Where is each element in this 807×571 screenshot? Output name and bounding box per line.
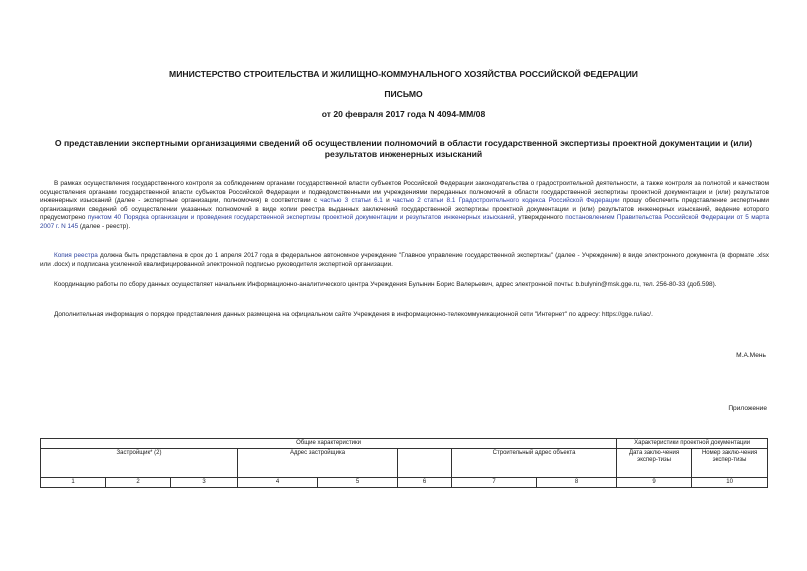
table-col-number: 7 (452, 478, 537, 488)
table-col-developer: Застройщик* (2) (41, 449, 238, 478)
table-col-number: 4 (238, 478, 318, 488)
link-urban-planning-code[interactable]: частью 2 статьи 8.1 Градостроительного кодекса Российской Федерации (392, 197, 620, 205)
table-col-number: 2 (106, 478, 171, 488)
paragraph-4: Дополнительная информация о порядке представления данных размещена на официальном сайте Учреждения в информационно-телекоммуникационной сети "Интернет" по адресу: https://gge.ru/iac/. (54, 311, 653, 318)
signature: М.А.Мень (736, 352, 766, 359)
paragraph-1-text-4: , утвержденного (514, 214, 566, 222)
paragraph-2-text: должна быть представлена в срок до 1 апреля 2017 года в федеральное автономное учреждение "Главное управление государственной экспертизы" (далее - Учреждение) в виде электронного документа (в формате .xlsx или .docx) и подписана усиленной квалифицированной электронной подписью руководителя экспертной организации. (40, 252, 769, 268)
table-col-conclusion-date: Дата заклю-чения экспер-тизы (617, 449, 692, 478)
paragraph-1-text-5: (далее - реестр). (78, 222, 131, 230)
table-col-number: 1 (41, 478, 106, 488)
document-type: ПИСЬМО (384, 89, 423, 99)
appendix-label: Приложение (728, 405, 767, 412)
table-col-number: 8 (537, 478, 617, 488)
table-col-object-address: Строительный адрес объекта (452, 449, 617, 478)
table-col-number: 9 (617, 478, 692, 488)
link-government-decree-145[interactable]: постановлением Правительства Российской Федерации от 5 марта 2007 г. N 145 (40, 214, 769, 230)
paragraph-3: Координацию работы по сбору данных осуществляет начальник Информационно-аналитического центра Учреждения Булынин Борис Валерьевич, адрес электронной почты: b.bulynin@msk.gge.ru, тел. 256-80-33 (доб.598). (54, 281, 717, 288)
document-date-number: от 20 февраля 2017 года N 4094-ММ/08 (321, 109, 486, 119)
table-col-number: 5 (318, 478, 398, 488)
link-part-3-article-6-1[interactable]: частью 3 статьи 6.1 (320, 197, 383, 205)
appendix-table (40, 438, 768, 488)
table-group-docs: Характеристики проектной документации (617, 439, 768, 449)
table-col-number: 10 (692, 478, 768, 488)
paragraph-1-text-1: В рамках осуществления государственного контроля за соблюдением органами государственной власти субъектов Российской Федерации законодательства о градостроительной деятельности, а также контроля за полнотой и качеством осуществления органами государственной власти субъектов Российской Федерации и подведомственными им учреждениями переданных полномочий в области государственной экспертизы проектной документации и (или) результатов инженерных изысканий (далее - экспертные организации, полномочия) в соответствии с (40, 180, 769, 205)
paragraph-1-text-2: и (382, 197, 393, 205)
paragraph-2 (40, 252, 769, 269)
paragraph-1 (40, 180, 769, 232)
ministry-heading: МИНИСТЕРСТВО СТРОИТЕЛЬСТВА И ЖИЛИЩНО-КОММУНАЛЬНОГО ХОЗЯЙСТВА РОССИЙСКОЙ ФЕДЕРАЦИИ (169, 69, 638, 79)
link-procedure-point-40[interactable]: пунктом 40 Порядка организации и проведения государственной экспертизы проектной документации и результатов инженерных изысканий (87, 214, 515, 222)
link-registry-copy[interactable]: Копия реестра (54, 252, 98, 259)
table-col-number: 6 (398, 478, 452, 488)
document-title: О представлении экспертными организациями сведений об осуществлении полномочий в области государственной экспертизы проектной документации и (или) результатов инженерных изысканий (54, 138, 753, 159)
table-col-developer-address: Адрес застройщика (238, 449, 398, 478)
table-col-empty (398, 449, 452, 478)
table-col-number: 3 (171, 478, 238, 488)
paragraph-1-text-3: прошу обеспечить представление экспертными организациями сведений об осуществлении указанных полномочий в виде копии реестра выданных заключений государственной экспертизы проектной документации и (или) результатов инженерных изысканий, ведение которого предусмотрено (40, 197, 769, 222)
table-group-general: Общие характеристики (41, 439, 617, 449)
table-col-conclusion-number: Номер заклю-чения экспер-тизы (692, 449, 768, 478)
